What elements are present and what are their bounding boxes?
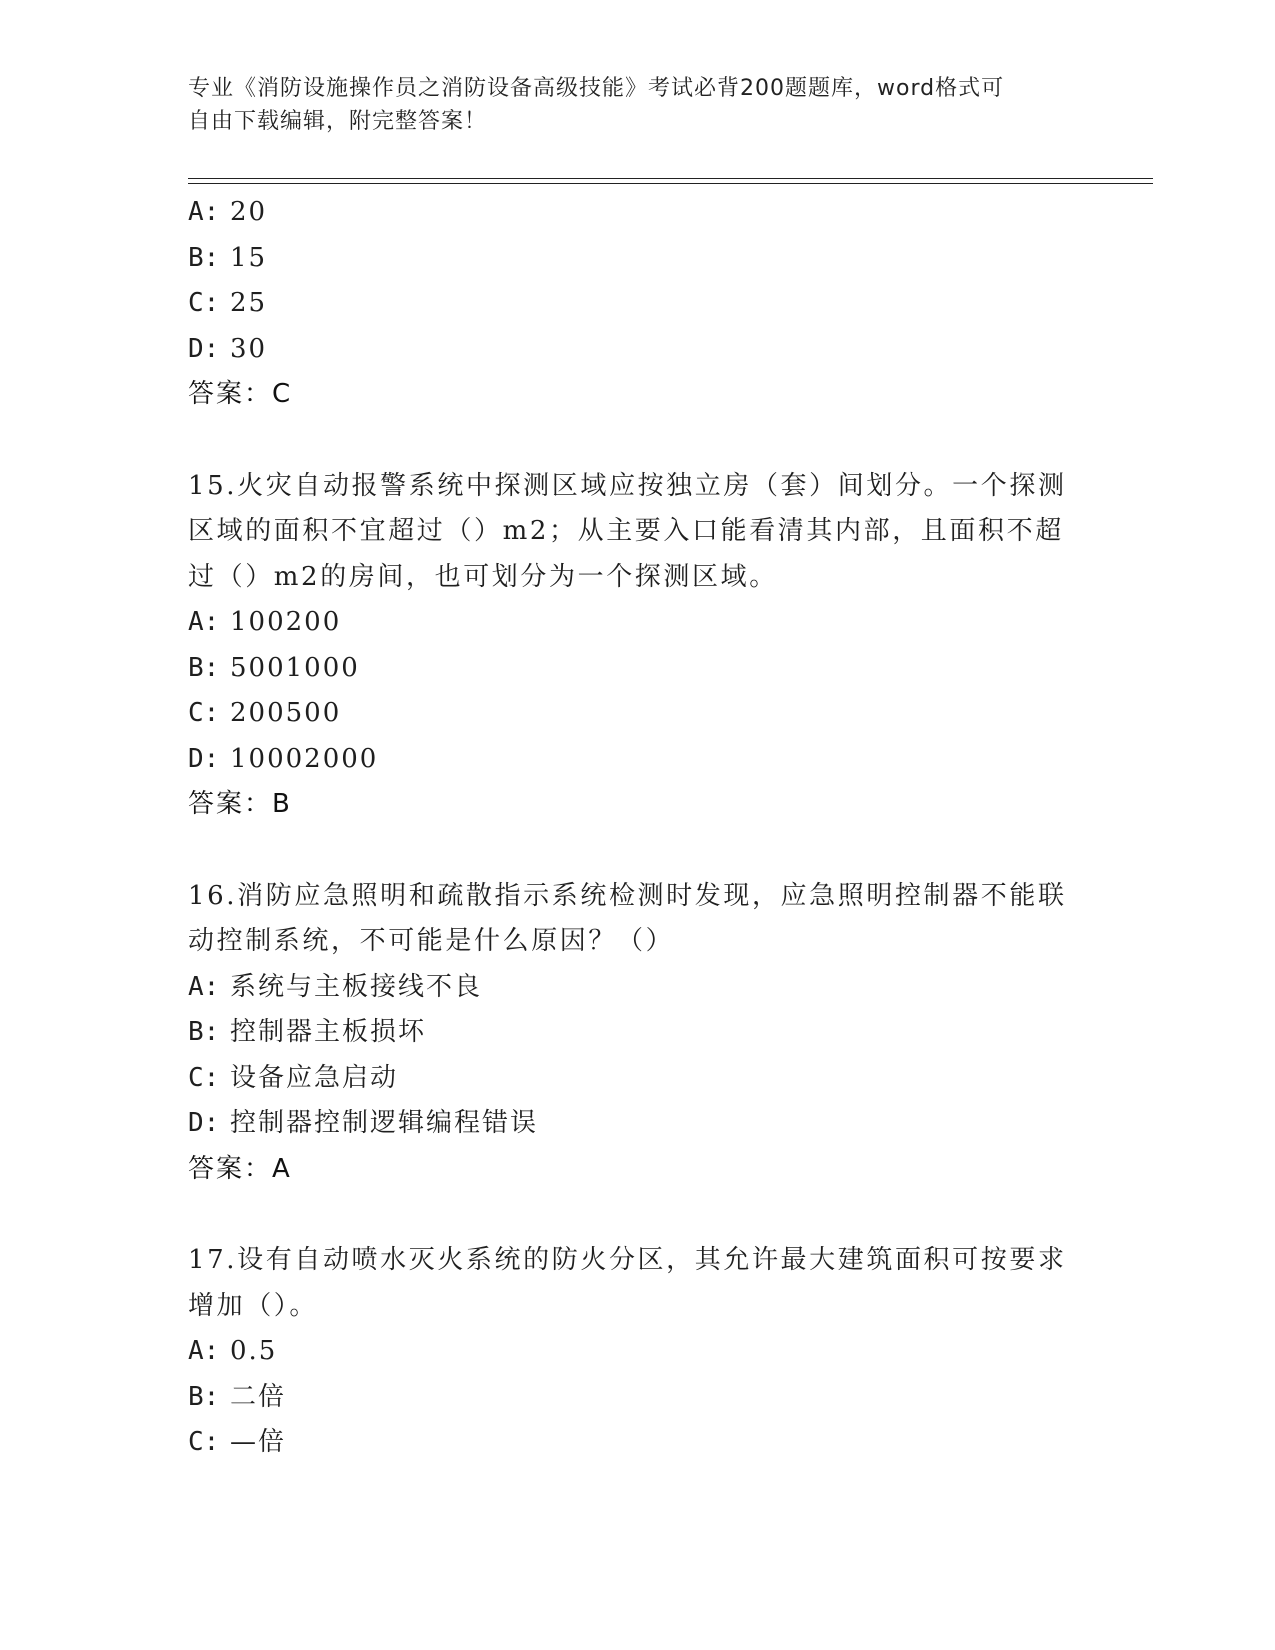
option-d: D: 控制器控制逻辑编程错误 xyxy=(188,1108,539,1138)
option-d: D: 10002000 xyxy=(188,743,379,774)
option-c: C: 25 xyxy=(188,288,268,318)
option-b: B: 5001000 xyxy=(188,652,360,683)
option-a: A: 100200 xyxy=(188,607,342,637)
header-divider xyxy=(188,178,1153,184)
question-14-continued xyxy=(188,190,1088,418)
option-a: A: 20 xyxy=(188,197,268,227)
option-d: D: 30 xyxy=(188,333,268,364)
header-line-1: 专业《消防设施操作员之消防设备高级技能》考试必背200题题库，word格式可 xyxy=(188,76,1005,101)
option-b: B: 15 xyxy=(188,242,268,273)
document-header xyxy=(188,72,1068,138)
question-17 xyxy=(188,1238,1088,1466)
question-16 xyxy=(188,874,1088,1193)
option-b: B: 控制器主板损坏 xyxy=(188,1017,427,1047)
question-text: 17.设有自动喷水灭火系统的防火分区，其允许最大建筑面积可按要求 增加（）。 xyxy=(188,1245,1067,1321)
answer-line: 答案：B xyxy=(188,789,292,819)
option-c: C: —倍 xyxy=(188,1427,287,1457)
answer-line: 答案：C xyxy=(188,379,293,409)
option-a: A: 系统与主板接线不良 xyxy=(188,971,483,1002)
answer-line: 答案：A xyxy=(188,1153,292,1184)
option-b: B: 二倍 xyxy=(188,1381,287,1412)
option-a: A: 0.5 xyxy=(188,1336,278,1366)
option-c: C: 设备应急启动 xyxy=(188,1062,399,1093)
question-15 xyxy=(188,464,1088,828)
question-text: 15.火灾自动报警系统中探测区域应按独立房（套）间划分。一个探测 区域的面积不宜超过（）m2；从主要入口能看清其内部，且面积不超 过（）m2的房间，也可划分为一个探测区域。 xyxy=(188,470,1067,592)
header-line-2: 自由下载编辑，附完整答案！ xyxy=(188,109,488,134)
question-list xyxy=(188,190,1088,1466)
option-c: C: 200500 xyxy=(188,698,342,728)
question-text: 16.消防应急照明和疏散指示系统检测时发现，应急照明控制器不能联 动控制系统，不可能是什么原因？（） xyxy=(188,880,1067,956)
